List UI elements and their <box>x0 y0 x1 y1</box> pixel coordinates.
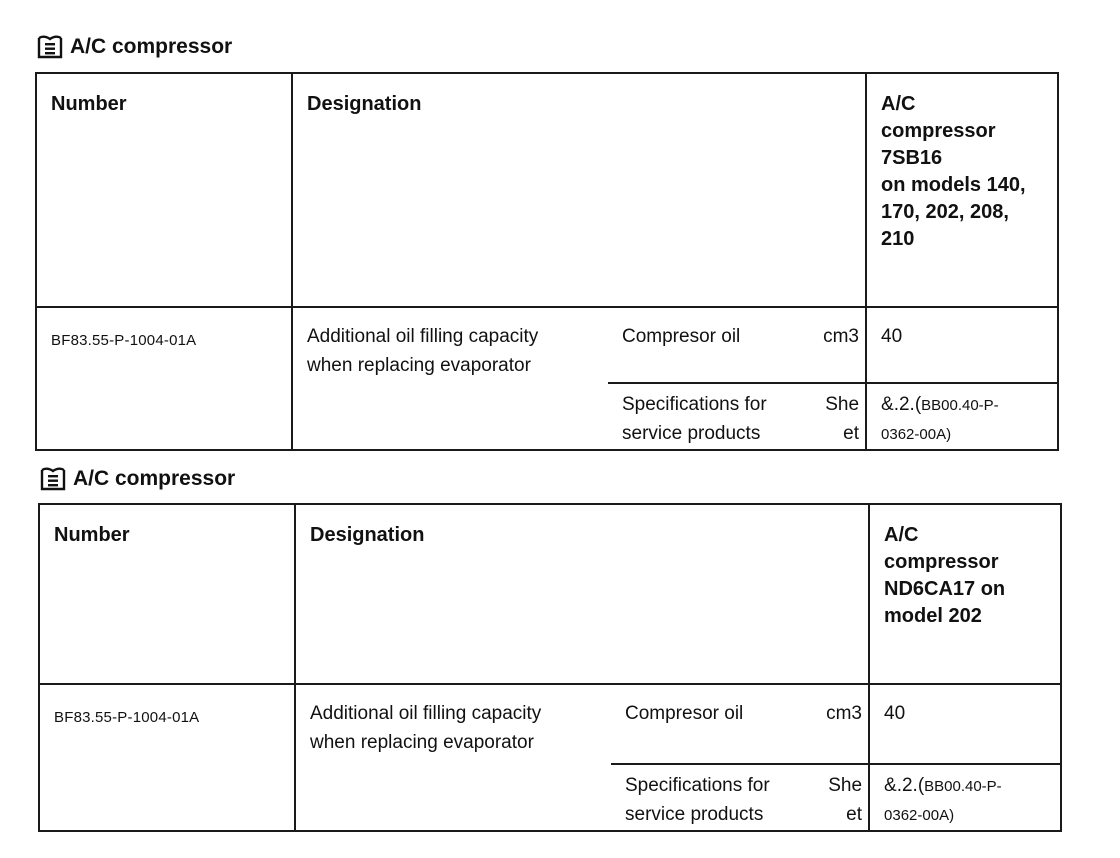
book-icon <box>39 466 67 492</box>
compressor-oil-item <box>611 685 868 728</box>
specifications-item <box>608 384 865 448</box>
number-header: Number <box>51 93 127 115</box>
designation-header: Designation <box>310 524 425 546</box>
table-row <box>36 307 1058 383</box>
compressor-oil-label: Compresor oil <box>622 326 741 347</box>
compressor-oil-unit: cm3 <box>823 326 860 347</box>
part-number: BF83.55-P-1004-01A <box>51 332 197 349</box>
section-title-text: A/C compressor <box>70 35 233 58</box>
section-title-text: A/C compressor <box>73 467 236 490</box>
specifications-reference: &.2.(BB00.40-P- 0362-00A) <box>884 775 1002 824</box>
spec-table <box>38 503 1062 832</box>
spec-table <box>35 72 1059 451</box>
section-title <box>39 466 235 492</box>
number-header: Number <box>54 524 130 546</box>
compressor-oil-value: 40 <box>881 326 903 347</box>
specifications-unit: She et <box>828 775 863 825</box>
specifications-item <box>611 765 868 829</box>
compressor-oil-value: 40 <box>884 703 906 724</box>
part-number: BF83.55-P-1004-01A <box>54 709 200 726</box>
specifications-reference: &.2.(BB00.40-P- 0362-00A) <box>881 394 999 443</box>
compressor-oil-item <box>608 308 865 351</box>
designation-text: Additional oil filling capacity when replacing evaporator <box>307 326 539 376</box>
table-header-row <box>39 504 1061 684</box>
table-header-row <box>36 73 1058 307</box>
compressor-oil-unit: cm3 <box>826 703 863 724</box>
designation-header: Designation <box>307 93 422 115</box>
model-header: A/C compressor 7SB16 on models 140, 170, 202, 208, 210 <box>881 93 1026 250</box>
model-header: A/C compressor ND6CA17 on model 202 <box>884 524 1006 627</box>
specifications-label: Specifications for service products <box>625 775 770 825</box>
compressor-oil-label: Compresor oil <box>625 703 744 724</box>
section-title <box>36 34 232 60</box>
specifications-label: Specifications for service products <box>622 394 767 444</box>
book-icon <box>36 34 64 60</box>
table-row <box>39 684 1061 764</box>
designation-text: Additional oil filling capacity when replacing evaporator <box>310 703 542 753</box>
specifications-unit: She et <box>825 394 860 444</box>
